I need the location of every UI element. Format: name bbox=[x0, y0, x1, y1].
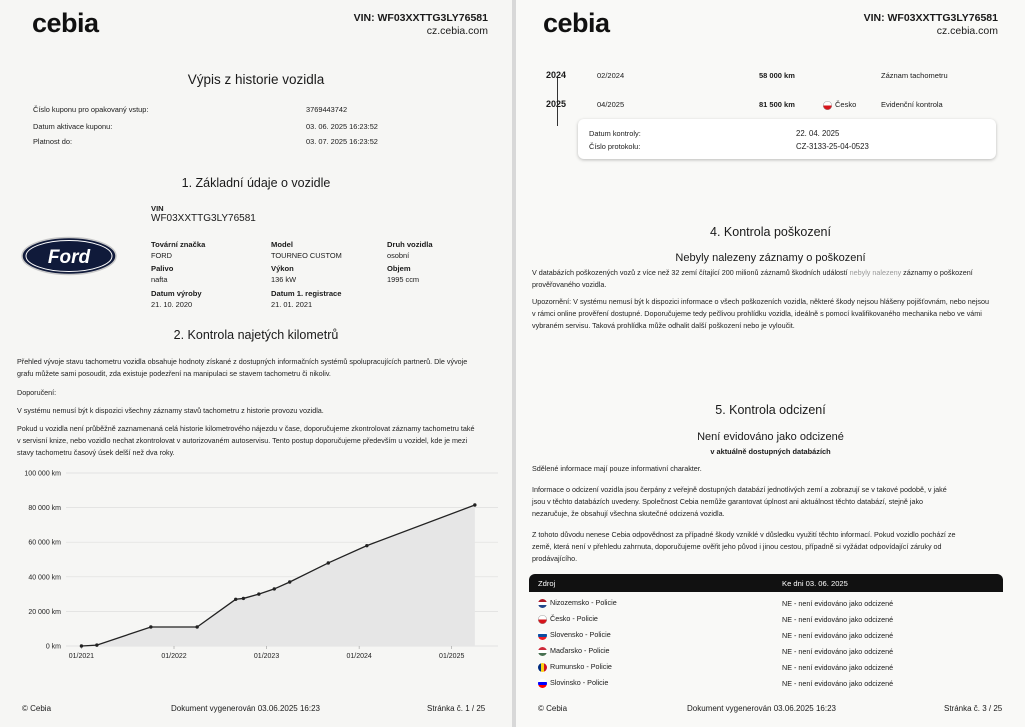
mileage-point bbox=[80, 644, 83, 647]
vin-header-text: VIN: WF03XXTTG3LY76581 bbox=[863, 12, 998, 24]
production-date-label: Datum výroby bbox=[151, 289, 202, 298]
production-date-value: 21. 10. 2020 bbox=[151, 300, 193, 309]
table-cell-source bbox=[538, 646, 610, 656]
damage-warning-line-1: Upozornění: V systému nemusí být k dispozici informace o všech poškozeních vozidla, některé škody nejsou hlášeny pojišťovnám, nebo nejsou bbox=[532, 297, 989, 306]
timeline-country-label: Česko bbox=[835, 100, 857, 109]
czech-flag-icon bbox=[823, 101, 832, 110]
model-label: Model bbox=[271, 240, 293, 249]
table-cell-status: NE - není evidováno jako odcizené bbox=[782, 615, 894, 624]
country-name: Slovinsko - Policie bbox=[550, 678, 609, 687]
mileage-point bbox=[365, 544, 368, 547]
ford-logo-text: Ford bbox=[47, 247, 91, 268]
damage-text-part-b: záznamy o poškození bbox=[903, 268, 973, 277]
table-cell-status: NE - není evidováno jako odcizené bbox=[782, 599, 894, 608]
mileage-point bbox=[242, 597, 245, 600]
timeline-year-2024: 2024 bbox=[546, 70, 567, 80]
section-2-title: 2. Kontrola najetých kilometrů bbox=[173, 328, 339, 342]
y-tick-label: 100 000 km bbox=[24, 470, 61, 478]
vin-header-text: VIN: WF03XXTTG3LY76581 bbox=[353, 12, 488, 24]
vin-label: VIN bbox=[151, 204, 164, 213]
theft-disclaimer-line-1: Z tohoto důvodu nenese Cebia odpovědnost za případné škody vzniklé v důsledku využití těchto informací. Pokud vozidlo pochází ze bbox=[532, 530, 956, 539]
table-cell-source bbox=[538, 662, 612, 672]
vehicle-type-label: Druh vozidla bbox=[387, 240, 433, 249]
column-source: Zdroj bbox=[538, 579, 556, 588]
damage-warning-line-2: v rámci online prověření dostupné. Doporučujeme tedy pečlivou prohlídku vozidla, ideálně s pomocí kvalifikovaného mechanika nebo ve vámi bbox=[532, 309, 982, 318]
odometer-chart bbox=[0, 462, 512, 662]
table-row bbox=[538, 662, 998, 676]
footer-copyright: © Cebia bbox=[538, 704, 568, 713]
advice-line-1: Pokud u vozidla není průběžně zaznamenaná celá historie kilometrového nájezdu v čase, doporučujeme zkontrolovat záznamy tachometru také bbox=[17, 424, 475, 433]
slovakia-flag-icon bbox=[538, 631, 547, 640]
footer-copyright: © Cebia bbox=[22, 704, 52, 713]
mileage-area bbox=[81, 505, 474, 646]
table-cell-source bbox=[538, 630, 611, 640]
volume-value: 1995 ccm bbox=[387, 275, 420, 284]
damage-text-part-a: V databázích poškozených vozů z více než 32 zemí čítající 200 milionů záznamů škodních událostí bbox=[532, 268, 848, 277]
timeline-year-2025: 2025 bbox=[546, 99, 567, 109]
country-name: Rumunsko - Policie bbox=[550, 662, 612, 671]
cebia-logo: cebia bbox=[543, 8, 610, 38]
country-name: Česko - Policie bbox=[550, 614, 598, 623]
advice-line-3: stavy tachometru časový úsek delší než dva roky. bbox=[17, 448, 175, 457]
vin-header bbox=[354, 12, 488, 37]
timeline-country-2 bbox=[823, 100, 856, 110]
country-name: Maďarsko - Policie bbox=[550, 646, 610, 655]
mileage-point bbox=[288, 580, 291, 583]
valid-until-label: Platnost do: bbox=[33, 137, 73, 146]
report-page-3 bbox=[516, 0, 1025, 727]
mileage-point bbox=[149, 625, 152, 628]
table-row bbox=[538, 598, 998, 612]
timeline-type-1: Záznam tachometru bbox=[881, 71, 948, 80]
ford-logo bbox=[20, 236, 118, 276]
volume-label: Objem bbox=[387, 264, 411, 273]
section-5-subtitle: Není evidováno jako odcizené bbox=[697, 431, 844, 443]
section-5-subtitle-2: v aktuálně dostupných databázích bbox=[710, 447, 831, 456]
damage-text-line-1 bbox=[532, 267, 973, 279]
hungary-flag-icon bbox=[538, 647, 547, 656]
netherlands-flag-icon bbox=[538, 599, 547, 608]
mileage-point bbox=[473, 503, 476, 506]
y-tick-label: 40 000 km bbox=[28, 574, 61, 582]
timeline-km-2: 81 500 km bbox=[759, 100, 795, 109]
fuel-value: nafta bbox=[151, 275, 168, 284]
site-link[interactable]: cz.cebia.com bbox=[936, 25, 998, 37]
footer-page-number: Stránka č. 1 / 25 bbox=[427, 704, 486, 713]
x-tick-label: 01/2024 bbox=[346, 653, 372, 660]
table-row bbox=[538, 678, 998, 692]
country-name: Nizozemsko - Policie bbox=[550, 598, 617, 607]
x-tick-label: 01/2021 bbox=[68, 653, 95, 660]
protocol-number-label: Číslo protokolu: bbox=[589, 142, 641, 151]
advice-line-2: v servisní knize, nebo vozidlo nechat zkontrolovat v autorizovaném autoservisu. Tento postup doporučujeme především u vozidel, kde je mezi bbox=[17, 436, 468, 445]
y-tick-label: 20 000 km bbox=[28, 608, 61, 616]
table-row bbox=[538, 614, 998, 628]
timeline-type-2: Evidenční kontrola bbox=[881, 100, 943, 109]
vin-value: WF03XXTTG3LY76581 bbox=[151, 213, 256, 224]
mileage-point bbox=[327, 561, 330, 564]
timeline-date-1: 02/2024 bbox=[597, 71, 625, 80]
registration-date-value: 21. 01. 2021 bbox=[271, 300, 313, 309]
section-1-title: 1. Základní údaje o vozidle bbox=[181, 176, 331, 190]
slovenia-flag-icon bbox=[538, 679, 547, 688]
x-tick-label: 01/2022 bbox=[161, 653, 187, 660]
recommendation-heading: Doporučení: bbox=[17, 388, 57, 397]
theft-info-line-2: jsou v těchto databázích uvedeny. Společnost Cebia nemůže garantovat úplnost ani aktuálnost těchto databází, stejně jako bbox=[532, 497, 924, 506]
damage-text-line-2: prověřovaného vozidla. bbox=[532, 280, 607, 289]
timeline-km-1: 58 000 km bbox=[759, 71, 795, 80]
activation-date-value: 03. 06. 2025 16:23:52 bbox=[306, 122, 378, 131]
power-label: Výkon bbox=[271, 264, 294, 273]
footer-page-number: Stránka č. 3 / 25 bbox=[944, 704, 1003, 713]
mileage-point bbox=[195, 625, 198, 628]
table-cell-status: NE - není evidováno jako odcizené bbox=[782, 631, 894, 640]
column-date: Ke dni 03. 06. 2025 bbox=[782, 579, 848, 588]
y-tick-label: 80 000 km bbox=[28, 505, 61, 513]
fuel-label: Palivo bbox=[151, 264, 174, 273]
odometer-intro-line-1: Přehled vývoje stavu tachometru vozidla obsahuje hodnoty získané z dostupných informačních systémů spolupracujících partnerů. Dle vývoje bbox=[17, 357, 468, 366]
section-5-title: 5. Kontrola odcizení bbox=[715, 403, 826, 417]
theft-disclaimer-line-3: prodávajícího. bbox=[532, 554, 578, 563]
x-tick-label: 01/2025 bbox=[439, 653, 465, 660]
country-name: Slovensko - Policie bbox=[550, 630, 611, 639]
timeline-date-2: 04/2025 bbox=[597, 100, 625, 109]
report-page-1 bbox=[0, 0, 512, 727]
vin-header bbox=[864, 12, 998, 37]
table-cell-source bbox=[538, 614, 598, 624]
table-cell-source bbox=[538, 598, 617, 608]
power-value: 136 kW bbox=[271, 275, 297, 284]
damage-warning-line-3: vybraném servisu. Taková prohlídka může odhalit další poškození nebo je vyloučit. bbox=[532, 321, 795, 330]
theft-table-header bbox=[529, 574, 1003, 592]
table-cell-status: NE - není evidováno jako odcizené bbox=[782, 647, 894, 656]
theft-info-line-1: Informace o odcizení vozidla jsou čerpány z veřejně dostupných databází jednotlivých zemí a zobrazují se v takové podobě, v jaké bbox=[532, 485, 947, 494]
coupon-number-label: Číslo kuponu pro opakovaný vstup: bbox=[33, 105, 149, 114]
brand-label: Tovární značka bbox=[151, 240, 206, 249]
romania-flag-icon bbox=[538, 663, 547, 672]
page-title: Výpis z historie vozidla bbox=[187, 72, 325, 87]
section-4-title: 4. Kontrola poškození bbox=[710, 225, 831, 239]
mileage-point bbox=[95, 643, 98, 646]
y-tick-label: 0 km bbox=[45, 643, 61, 651]
cebia-logo: cebia bbox=[32, 8, 99, 38]
x-tick-label: 01/2023 bbox=[253, 653, 280, 660]
damage-text-faint: nebyly nalezeny bbox=[849, 268, 902, 277]
table-cell-source bbox=[538, 678, 608, 688]
recommendation-text: V systému nemusí být k dispozici všechny záznamy stavů tachometru z historie provozu vozidla. bbox=[17, 406, 324, 415]
site-link[interactable]: cz.cebia.com bbox=[426, 25, 488, 37]
theft-note: Sdělené informace mají pouze informativní charakter. bbox=[532, 464, 702, 473]
inspection-date-value: 22. 04. 2025 bbox=[796, 129, 840, 138]
brand-value: FORD bbox=[151, 251, 172, 260]
inspection-card bbox=[578, 119, 996, 159]
inspection-date-label: Datum kontroly: bbox=[589, 129, 641, 138]
table-row bbox=[538, 646, 998, 660]
mileage-point bbox=[273, 587, 276, 590]
table-cell-status: NE - není evidováno jako odcizené bbox=[782, 679, 894, 688]
table-cell-status: NE - není evidováno jako odcizené bbox=[782, 663, 894, 672]
mileage-point bbox=[257, 592, 260, 595]
vehicle-type-value: osobní bbox=[387, 251, 410, 260]
registration-date-label: Datum 1. registrace bbox=[271, 289, 342, 298]
y-tick-label: 60 000 km bbox=[28, 539, 61, 547]
table-row bbox=[538, 630, 998, 644]
mileage-point bbox=[234, 598, 237, 601]
odometer-intro-line-2: grafu můžete sami posoudit, zda existuje podezření na manipulaci se stavem tachometru či nikoliv. bbox=[17, 369, 331, 378]
model-value: TOURNEO CUSTOM bbox=[271, 251, 342, 260]
theft-disclaimer-line-2: země, která není v přehledu zahrnuta, doporučujeme ověřit jeho původ i jinou cestou, případně si vyžádat odpovídající záruky od bbox=[532, 542, 942, 551]
theft-info-line-3: nezaručuje, že obsahují všechna skutečné odcizená vozidla. bbox=[532, 509, 725, 518]
activation-date-label: Datum aktivace kuponu: bbox=[33, 122, 113, 131]
valid-until-value: 03. 07. 2025 16:23:52 bbox=[306, 137, 378, 146]
footer-generated: Dokument vygenerován 03.06.2025 16:23 bbox=[687, 704, 836, 713]
coupon-number-value: 3769443742 bbox=[306, 105, 348, 114]
section-4-subtitle: Nebyly nalezeny záznamy o poškození bbox=[675, 252, 866, 264]
protocol-number-value: CZ-3133-25-04-0523 bbox=[796, 142, 869, 151]
footer-generated: Dokument vygenerován 03.06.2025 16:23 bbox=[171, 704, 320, 713]
czech-flag-icon bbox=[538, 615, 547, 624]
